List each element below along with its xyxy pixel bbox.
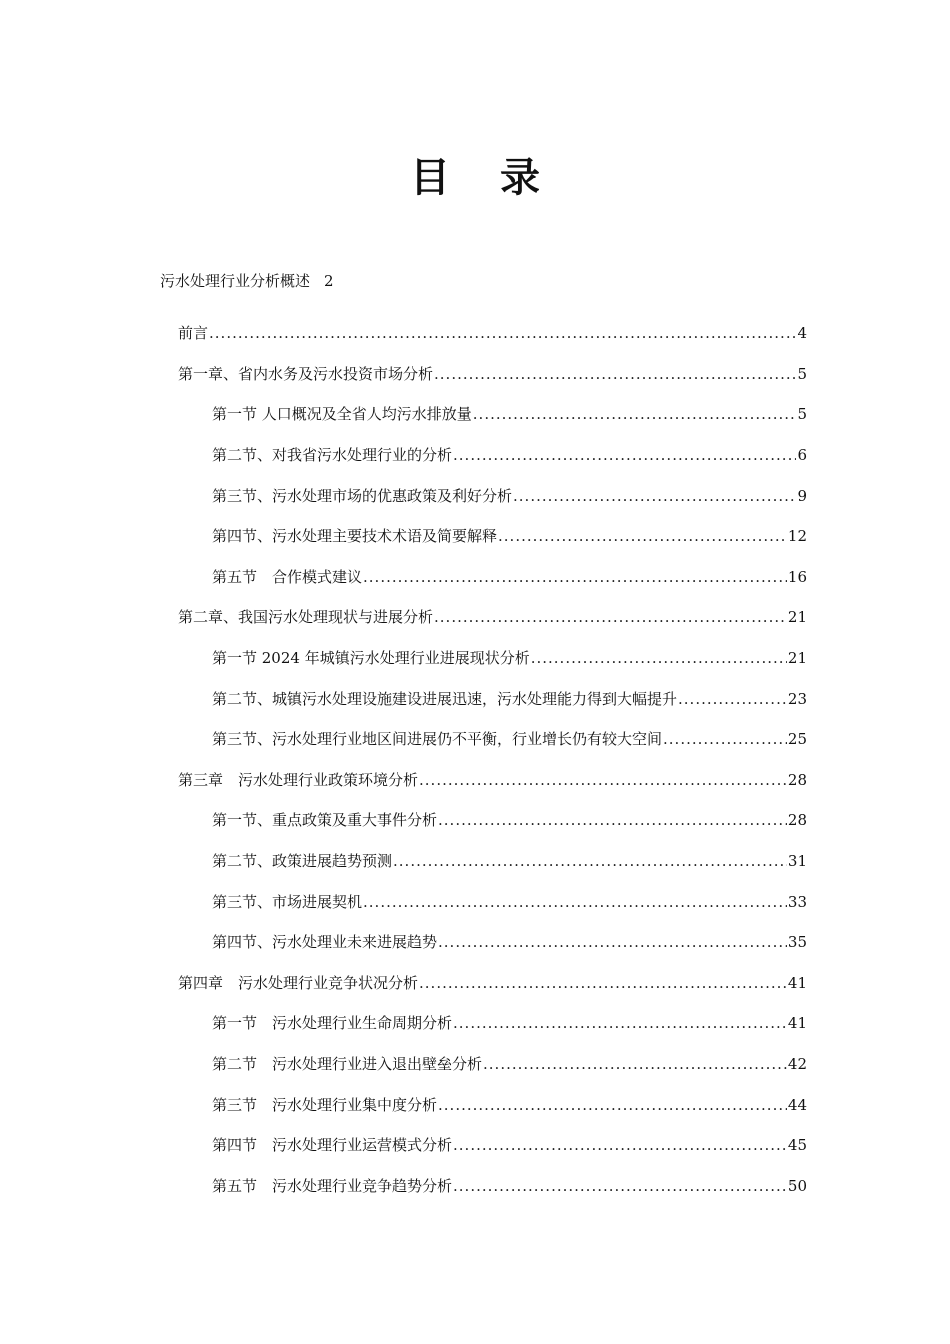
toc-entry-page: 31 [787, 852, 807, 871]
toc-entry-label: 第一节 人口概况及全省人均污水排放量 [212, 405, 472, 424]
toc-list [0, 313, 950, 1206]
toc-entry[interactable] [0, 800, 950, 841]
toc-entry-label: 第三节、市场进展契机 [212, 892, 363, 911]
toc-entry-label: 第四节 污水处理行业运营模式分析 [212, 1136, 453, 1155]
toc-entry[interactable] [0, 557, 950, 598]
toc-entry-label: 第三节、污水处理市场的优惠政策及利好分析 [212, 486, 513, 505]
toc-entry[interactable] [0, 1003, 950, 1044]
toc-dot-leader [363, 566, 787, 588]
toc-entry-line [212, 931, 807, 953]
toc-entry-page: 28 [787, 811, 807, 830]
toc-entry-line [212, 1053, 807, 1075]
toc-entry-page: 21 [787, 608, 807, 627]
toc-entry-label: 第五节 污水处理行业竞争趋势分析 [212, 1176, 453, 1195]
toc-dot-leader [513, 485, 796, 507]
toc-dot-leader [438, 931, 787, 953]
toc-entry-label: 第一节、重点政策及重大事件分析 [212, 811, 438, 830]
toc-header-label: 污水处理行业分析概述 [160, 272, 311, 290]
toc-entry-label: 第二节、对我省污水处理行业的分析 [212, 446, 453, 465]
toc-entry-label: 第二章、我国污水处理现状与进展分析 [178, 608, 434, 627]
toc-entry-page: 23 [787, 689, 807, 708]
toc-entry-line [212, 728, 807, 750]
toc-entry-line [212, 403, 807, 425]
toc-dot-leader [453, 1134, 787, 1156]
toc-dot-leader [434, 363, 796, 385]
toc-entry[interactable] [0, 760, 950, 801]
toc-entry-line [178, 606, 807, 628]
toc-entry-line [212, 566, 807, 588]
toc-dot-leader [393, 850, 787, 872]
toc-entry-page: 28 [787, 770, 807, 789]
toc-entry-page: 21 [787, 649, 807, 668]
toc-entry-label: 第三节 污水处理行业集中度分析 [212, 1095, 438, 1114]
toc-entry-line [212, 850, 807, 872]
toc-entry-line [212, 1134, 807, 1156]
toc-entry-line [178, 769, 807, 791]
toc-dot-leader [531, 647, 787, 669]
toc-dot-leader [473, 403, 797, 425]
toc-entry-page: 5 [797, 364, 807, 383]
toc-header-page: 2 [324, 272, 334, 290]
toc-entry-page: 25 [787, 730, 807, 749]
toc-entry-label: 第一节 污水处理行业生命周期分析 [212, 1014, 453, 1033]
toc-entry-line [212, 1012, 807, 1034]
toc-entry-page: 5 [797, 405, 807, 424]
toc-entry[interactable] [0, 516, 950, 557]
toc-title: 目 录 [410, 154, 558, 201]
toc-dot-leader [453, 444, 796, 466]
toc-entry-page: 16 [787, 567, 807, 586]
toc-entry-label: 第三节、污水处理行业地区间进展仍不平衡，行业增长仍有较大空间 [212, 730, 663, 749]
toc-entry-page: 6 [797, 446, 807, 465]
toc-entry-page: 4 [797, 324, 807, 343]
toc-entry[interactable] [0, 1084, 950, 1125]
toc-entry[interactable] [0, 597, 950, 638]
toc-entry-label: 第二节 污水处理行业进入退出壁垒分析 [212, 1054, 483, 1073]
toc-entry-line [212, 444, 807, 466]
toc-entry[interactable] [0, 719, 950, 760]
toc-entry-page: 33 [787, 892, 807, 911]
toc-dot-leader [663, 728, 787, 750]
toc-entry-label: 第二节、政策进展趋势预测 [212, 852, 393, 871]
toc-entry[interactable] [0, 313, 950, 354]
toc-entry[interactable] [0, 1125, 950, 1166]
toc-entry[interactable] [0, 638, 950, 679]
toc-dot-leader [363, 891, 787, 913]
toc-dot-leader [453, 1012, 787, 1034]
toc-dot-leader [483, 1053, 787, 1075]
toc-entry-line [212, 1175, 807, 1197]
toc-dot-leader [419, 769, 787, 791]
toc-entry-page: 50 [787, 1176, 807, 1195]
toc-entry[interactable] [0, 922, 950, 963]
toc-entry-page: 12 [787, 527, 807, 546]
toc-entry[interactable] [0, 475, 950, 516]
toc-dot-leader [434, 606, 787, 628]
toc-entry[interactable] [0, 1044, 950, 1085]
toc-dot-leader [678, 688, 787, 710]
toc-entry[interactable] [0, 881, 950, 922]
toc-dot-leader [498, 525, 787, 547]
toc-entry-label: 第三章 污水处理行业政策环境分析 [178, 770, 419, 789]
toc-entry-page: 41 [787, 1014, 807, 1033]
toc-entry-line [178, 322, 807, 344]
toc-entry-line [212, 525, 807, 547]
toc-entry-line [212, 647, 807, 669]
toc-dot-leader [419, 972, 787, 994]
toc-entry-line [212, 1094, 807, 1116]
toc-dot-leader [453, 1175, 787, 1197]
toc-dot-leader [438, 809, 787, 831]
toc-entry[interactable] [0, 354, 950, 395]
toc-entry[interactable] [0, 435, 950, 476]
toc-entry-page: 41 [787, 973, 807, 992]
toc-dot-leader [209, 322, 796, 344]
toc-entry[interactable] [0, 1165, 950, 1206]
toc-entry-line [212, 688, 807, 710]
toc-entry[interactable] [0, 841, 950, 882]
toc-entry-page: 45 [787, 1136, 807, 1155]
toc-entry-label: 前言 [178, 324, 209, 343]
toc-entry-label: 第五节 合作模式建议 [212, 567, 363, 586]
toc-entry-label: 第二节、城镇污水处理设施建设进展迅速，污水处理能力得到大幅提升 [212, 689, 678, 708]
toc-entry-line [178, 972, 807, 994]
toc-entry[interactable] [0, 394, 950, 435]
toc-entry-label: 第四节、污水处理业未来进展趋势 [212, 933, 438, 952]
toc-entry-page: 44 [787, 1095, 807, 1114]
toc-entry-line [178, 363, 807, 385]
toc-entry-page: 42 [787, 1054, 807, 1073]
toc-entry-line [212, 891, 807, 913]
toc-entry-page: 9 [797, 486, 807, 505]
toc-entry-line [212, 485, 807, 507]
toc-header[interactable] [160, 270, 334, 292]
toc-entry-page: 35 [787, 933, 807, 952]
toc-entry-label: 第一章、省内水务及污水投资市场分析 [178, 364, 434, 383]
toc-entry-line [212, 809, 807, 831]
toc-entry[interactable] [0, 678, 950, 719]
toc-entry-label: 第一节 2024 年城镇污水处理行业进展现状分析 [212, 649, 530, 668]
toc-entry-label: 第四章 污水处理行业竞争状况分析 [178, 973, 419, 992]
toc-entry-label: 第四节、污水处理主要技术术语及简要解释 [212, 527, 498, 546]
toc-entry[interactable] [0, 963, 950, 1004]
toc-dot-leader [438, 1094, 787, 1116]
